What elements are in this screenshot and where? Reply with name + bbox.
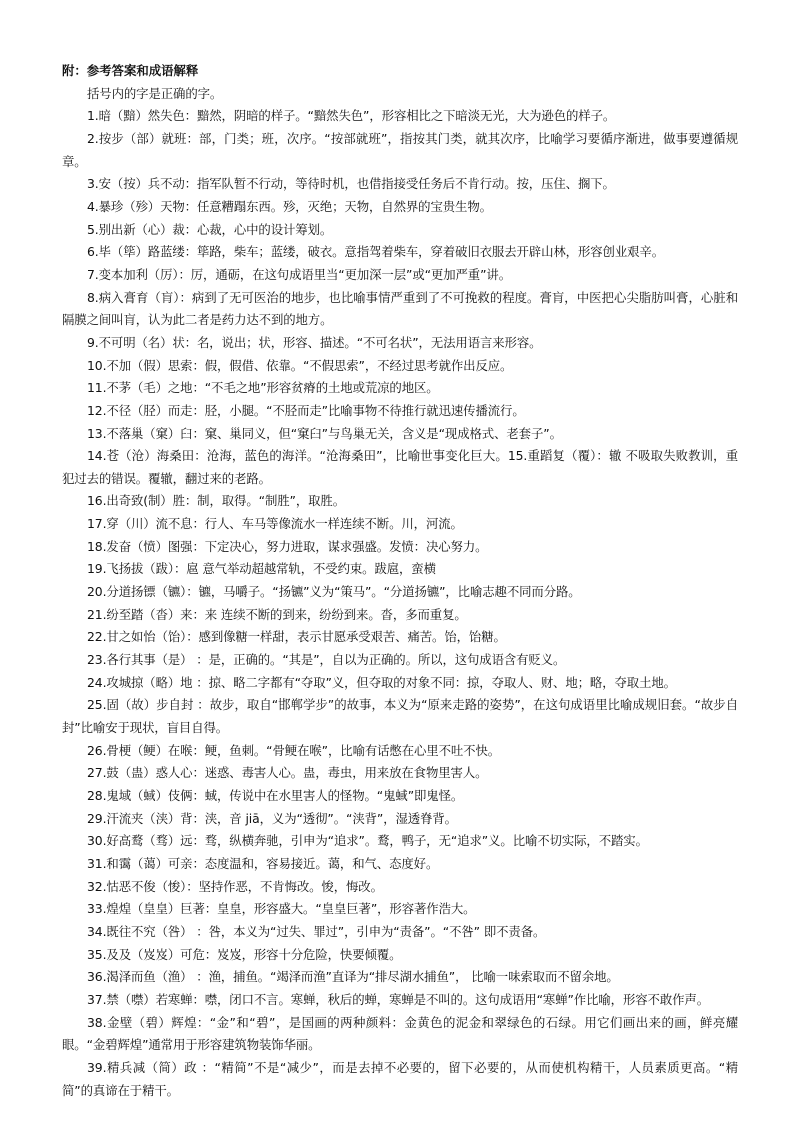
idiom-entry: 32.怙恶不俊（悛）：坚持作恶，不肯悔改。悛，悔改。 <box>87 878 383 894</box>
idiom-entry: 6.毕（筚）路蓝缕：筚路，柴车；蓝缕，破衣。意指驾着柴车，穿着破旧衣服去开辟山林，形容创业艰辛。 <box>87 244 664 260</box>
idiom-entry: 27.鼓（蛊）惑人心：迷惑、毒害人心。蛊，毒虫，用来放在食物里害人。 <box>87 765 488 781</box>
idiom-entry-list <box>62 105 738 1102</box>
idiom-entry: 10.不加（假）思索：假，假借、依靠。“不假思索”，不经过思考就作出反应。 <box>87 357 513 373</box>
idiom-entry: 30.好高鹜（骛）远：骛，纵横奔驰，引申为“追求”。鹜，鸭子，无“追求”义。比喻不切实际，不踏实。 <box>87 833 648 849</box>
idiom-entry: 2.按步（部）就班：部，门类；班，次序。“按部就班”，指按其门类，就其次序，比喻学习要循序渐进，做事要遵循规章。 <box>62 130 738 169</box>
idiom-entry: 12.不径（胫）而走：胫，小腿。“不胫而走”比喻事物不待推行就迅速传播流行。 <box>87 402 525 418</box>
idiom-entry: 7.变本加利（厉）：厉，通砺，在这句成语里当“更加深一层”或“更加严重”讲。 <box>87 266 511 282</box>
idiom-entry: 1.暗（黯）然失色：黯然，阴暗的样子。“黯然失色”，形容相比之下暗淡无光，大为逊色的样子。 <box>87 108 616 124</box>
idiom-entry: 16.出奇致(制）胜：制，取得。“制胜”，取胜。 <box>87 493 346 509</box>
idiom-entry: 36.渴泽而鱼（渔） ：渔，捕鱼。“竭泽而渔”直译为“排尽湖水捕鱼”， 比喻一味索取而不留余地。 <box>87 969 619 985</box>
idiom-entry: 20.分道扬镖（镳）：镳，马嚼子。“扬镳”义为“策马”。“分道扬镳”，比喻志趣不同而分路。 <box>87 584 581 600</box>
idiom-entry: 17.穿（川）流不息：行人、车马等像流水一样连续不断。川，河流。 <box>87 516 463 532</box>
idiom-entry: 21.纷至踏（沓）来：来 连续不断的到来，纷纷到来。沓，多而重复。 <box>87 606 467 622</box>
idiom-entry: 4.暴珍（殄）天物：任意糟蹋东西。殄，灭绝；天物，自然界的宝贵生物。 <box>87 198 492 214</box>
idiom-entry: 34.既往不究（咎） ：咎，本义为“过失、罪过”，引申为“责备”。“不咎” 即不责备。 <box>87 923 546 939</box>
idiom-entry: 31.和霭（蔼）可亲：态度温和，容易接近。蔼，和气、态度好。 <box>87 855 439 871</box>
idiom-entry: 19.飞扬拔（跋）：扈 意气举动超越常轨，不受约束。跋扈，蛮横 <box>87 561 436 577</box>
appendix-heading: 附：参考答案和成语解释 <box>62 63 199 78</box>
idiom-entry: 13.不落巢（窠）臼：窠、巢同义，但“窠臼”与鸟巢无关，含义是“现成格式、老套子”。 <box>87 425 562 441</box>
idiom-entry: 14.苍（沧）海桑田：沧海，蓝色的海洋。“沧海桑田”，比喻世事变化巨大。15.重蹈复（覆）：辙 不吸取失败教训，重犯过去的错误。覆辙，翻过来的老路。 <box>62 448 738 486</box>
idiom-entry: 5.别出新（心）裁：心裁，心中的设计筹划。 <box>87 221 333 237</box>
idiom-entry: 28.鬼域（蜮）伎俩：蜮，传说中在水里害人的怪物。“鬼蜮”即鬼怪。 <box>87 788 464 803</box>
idiom-entry: 39.精兵减（简）政 ：“精简”不是“减少”，而是去掉不必要的，留下必要的，从而使机构精干，人员素质更高。“精简”的真谛在于精干。 <box>62 1059 738 1098</box>
idiom-entry: 24.攻城掠（略）地 ：掠、略二字都有“夺取”义，但夺取的对象不同：掠，夺取人、财、地；略，夺取土地。 <box>87 674 676 690</box>
idiom-entry: 37.禁（噤）若寒蝉：噤，闭口不言。寒蝉，秋后的蝉，寒蝉是不叫的。这句成语用“寒蝉”作比喻，形容不敢作声。 <box>87 991 709 1007</box>
idiom-entry: 38.金壁（碧）辉煌：“金”和“碧”，是国画的两种颜料：金黄色的泥金和翠绿色的石绿。用它们画出来的画，鲜亮耀眼。“金碧辉煌”通常用于形容建筑物装饰华丽。 <box>62 1014 738 1053</box>
idiom-entry: 18.发奋（愤）图强：下定决心，努力进取，谋求强盛。发愤：决心努力。 <box>87 538 488 554</box>
answer-page <box>62 60 738 1102</box>
intro-note: 括号内的字是正确的字。 <box>87 85 223 101</box>
idiom-entry: 23.各行其事（是） ：是，正确的。“其是”，自以为正确的。所以，这句成语含有贬义。 <box>87 652 566 668</box>
idiom-entry: 3.安（按）兵不动：指军队暂不行动，等待时机，也借指接受任务后不肯行动。按，压住、搁下。 <box>87 176 615 192</box>
idiom-entry: 29.汗流夹（浃）背：浃，音 jiā，义为“透彻”。“浃背”，湿透脊背。 <box>87 810 457 826</box>
idiom-entry: 22.甘之如怡（饴）：感到像糖一样甜，表示甘愿承受艰苦、痛苦。饴，饴糖。 <box>87 629 506 645</box>
idiom-entry: 33.煌煌（皇皇）巨著：皇皇，形容盛大。“皇皇巨著”，形容著作浩大。 <box>87 901 476 917</box>
idiom-entry: 11.不茅（毛）之地：“不毛之地”形容贫瘠的土地或荒凉的地区。 <box>87 380 439 396</box>
idiom-entry: 25.固（故）步自封 ：故步，取自“邯郸学步”的故事，本义为“原来走路的姿势”，在这句成语里比喻成规旧套。“故步自封”比喻安于现状，盲目自得。 <box>62 697 738 736</box>
idiom-entry: 26.骨梗（鲠）在喉：鲠，鱼刺。“骨鲠在喉”，比喻有话憋在心里不吐不快。 <box>87 742 501 758</box>
idiom-entry: 9.不可明（名）状：名，说出；状，形容、描述。“不可名状”，无法用语言来形容。 <box>87 334 542 350</box>
idiom-entry: 8.病入膏育（肓）：病到了无可医治的地步，也比喻事情严重到了不可挽救的程度。膏肓，中医把心尖脂肪叫膏，心脏和隔膜之间叫肓，认为此二者是药力达不到的地方。 <box>62 289 738 328</box>
idiom-entry: 35.及及（岌岌）可危：岌岌，形容十分危险，快要倾覆。 <box>87 946 402 962</box>
